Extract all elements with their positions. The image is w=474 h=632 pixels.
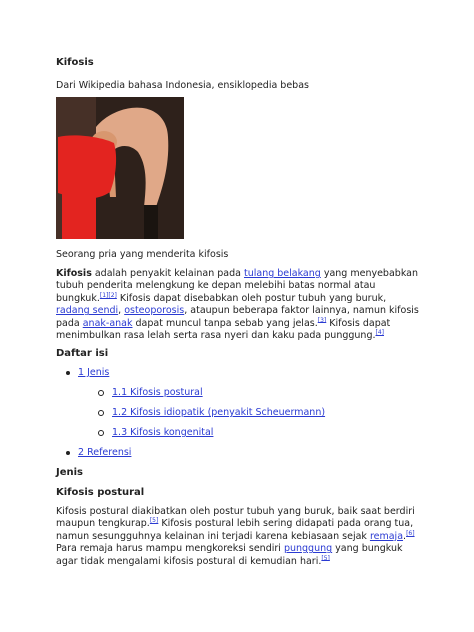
text: adalah penyakit kelainan pada xyxy=(91,268,244,279)
toc-item xyxy=(98,427,213,439)
link-anak-anak[interactable]: anak-anak xyxy=(82,317,133,329)
link-tulang-belakang[interactable]: tulang belakang xyxy=(243,268,321,279)
toc-link-kongenital[interactable]: 1.3 Kifosis kongenital xyxy=(112,427,214,438)
text: Kifosis dapat disebabkan oleh postur tubuh yang buruk, xyxy=(116,292,387,304)
link-osteoporosis[interactable]: osteoporosis xyxy=(124,305,185,317)
link-radang-sendi[interactable]: radang sendi xyxy=(56,305,119,317)
toc-item xyxy=(66,447,131,459)
bullet-icon xyxy=(66,451,70,455)
postural-paragraph xyxy=(56,506,420,568)
toc-item xyxy=(98,407,325,419)
toc-item xyxy=(98,387,203,399)
text: , xyxy=(118,305,125,317)
circle-bullet-icon xyxy=(98,390,104,396)
link-punggung[interactable]: punggung xyxy=(283,543,333,555)
text: . xyxy=(403,530,407,542)
bullet-icon xyxy=(66,371,70,375)
toc-link-jenis[interactable]: 1 Jenis xyxy=(78,367,110,378)
page-subtitle: Dari Wikipedia bahasa Indonesia, ensiklopedia bebas xyxy=(56,80,309,91)
text: Kifosis postural diakibatkan oleh postur tubuh yang buruk, baik saat berdiri maupun tengkurap. xyxy=(56,506,415,530)
ref-1-2[interactable]: [1][2] xyxy=(99,291,117,299)
photo-illustration xyxy=(56,97,184,239)
text: , ataupun beberapa faktor lainnya, namun kifosis pada xyxy=(56,305,419,329)
text: yang bungkuk agar tidak mengalami kifosis postural di kemudian hari. xyxy=(56,543,403,567)
ref-5[interactable]: [5] xyxy=(149,517,159,525)
text: Kifosis postural lebih sering didapati pada orang tua, namun sesungguhnya kelainan ini terjadi karena kebiasaan sejak xyxy=(56,518,414,542)
text: Para remaja harus mampu mengkoreksi sendiri xyxy=(56,543,284,555)
link-remaja[interactable]: remaja xyxy=(369,530,404,542)
ref-5b[interactable]: [5] xyxy=(321,554,330,562)
toc-item xyxy=(66,367,109,379)
circle-bullet-icon xyxy=(98,410,104,416)
article-image[interactable] xyxy=(56,97,184,239)
bold-term: Kifosis xyxy=(56,268,92,279)
section-heading: Jenis xyxy=(56,467,84,478)
toc-link-idiopatik[interactable]: 1.2 Kifosis idiopatik (penyakit Scheuermann) xyxy=(112,407,326,418)
toc-link-postural[interactable]: 1.1 Kifosis postural xyxy=(112,387,203,398)
toc-heading: Daftar isi xyxy=(56,348,109,359)
intro-paragraph xyxy=(56,268,420,342)
subsection-heading: Kifosis postural xyxy=(56,487,145,498)
text: dapat muncul tanpa sebab yang jelas. xyxy=(132,317,318,329)
text: yang menyebabkan tubuh penderita melengkung ke depan melebihi batas normal atau bungkuk. xyxy=(56,268,418,304)
circle-bullet-icon xyxy=(98,430,104,436)
page-title: Kifosis xyxy=(56,57,94,68)
ref-3[interactable]: [3] xyxy=(317,316,327,324)
image-caption: Seorang pria yang menderita kifosis xyxy=(56,249,229,260)
ref-6[interactable]: [6] xyxy=(406,529,415,537)
text: Kifosis dapat menimbulkan rasa lelah serta rasa nyeri dan kaku pada punggung. xyxy=(56,317,391,342)
ref-4[interactable]: [4] xyxy=(375,328,384,336)
toc-link-referensi[interactable]: 2 Referensi xyxy=(78,447,132,458)
